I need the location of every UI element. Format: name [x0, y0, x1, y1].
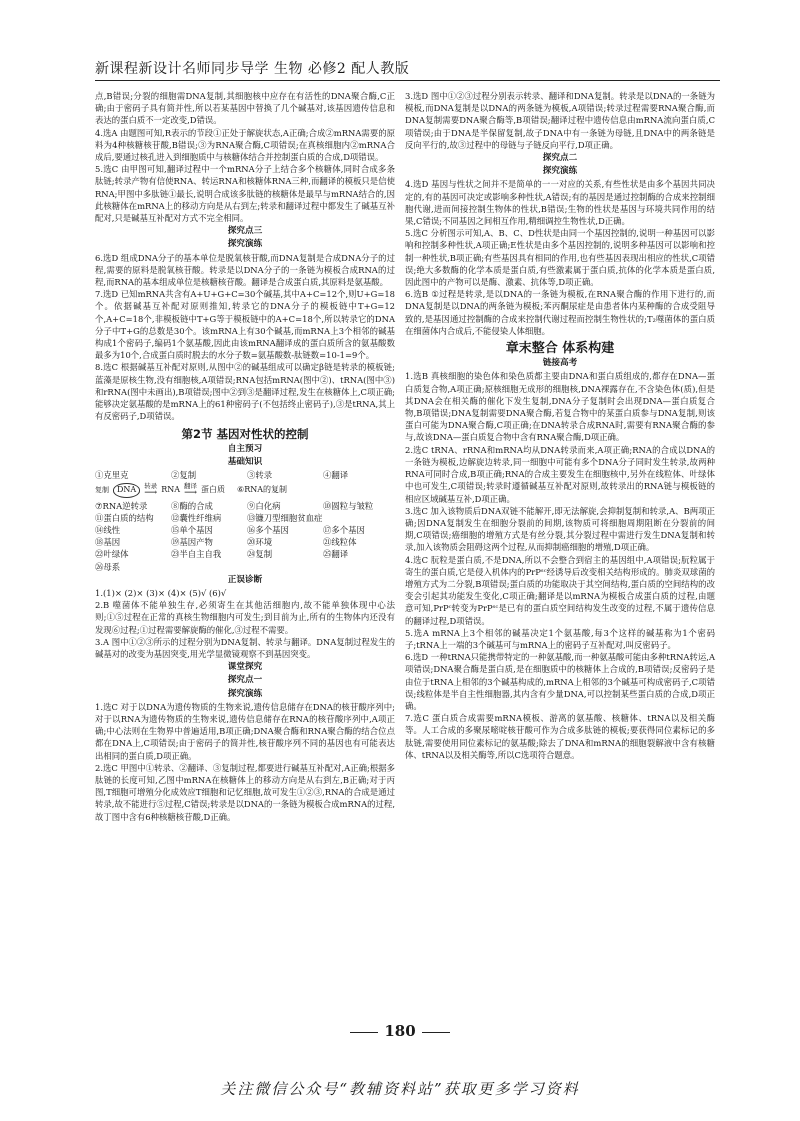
knowledge-item: ⑭线性 [95, 524, 121, 535]
knowledge-item: ㉒叶绿体 [95, 549, 129, 560]
header-rule [95, 80, 720, 81]
subsection-heading: 链接高考 [542, 358, 578, 369]
answer-paragraph: 8.选C 根据碱基互补配对原则,从图中②的碱基组成可以确定β链是转录的模板链;蓝藻是原核生物,没有细胞核,A项错误;RNA包括mRNA(图中②)、tRNA(图中③)和rRNA(图中未画出),B项错误;图中②到③是翻译过程,发生在核糖体上,C项正确;能够决定氨基酸的是mRNA上的61种密码子(不包括终止密码子),③是tRNA,其上有反密码子,D项错误。 [95, 362, 395, 422]
knowledge-list [95, 469, 395, 481]
knowledge-item: ⑬镰刀型细胞贫血症 [247, 512, 323, 523]
page-number-dash [422, 1032, 450, 1033]
flow-dna: DNA [113, 483, 140, 497]
answer-paragraph: 4.选D 基因与性状之间并不是简单的一一对应的关系,有些性状是由多个基因共同决定的,有的基因可决定或影响多种性状,A错误;有的基因是通过控制酶的合成来控制细胞代谢,进而间接控制生物体的性状,B错误;生物的性状是基因与环境共同作用的结果,C错误;不同基因之间相互作用,精细调控生物性状,D正确。 [405, 179, 715, 227]
answer-paragraph: 4.选A 由题图可知,R表示的节段①正处于解旋状态,A正确;合成②mRNA需要的原料为4种核糖核苷酸,B错误;③为RNA聚合酶,C项错误;在真核细胞内②mRNA合成后,要通过核孔进入到细胞质中与核糖体结合并控制蛋白质的合成,D项错误。 [95, 127, 395, 163]
answer-paragraph: 2.选C tRNA、rRNA和mRNA均从DNA转录而来,A项正确;RNA的合成以DNA的一条链为模板,边解旋边转录,同一细胞中可能有多个DNA分子同时发生转录,故两种RNA可同时合成,B项正确;RNA的合成主要发生在细胞核中,另外在线粒体、叶绿体中也可发生,C项错误;转录时遵循碱基互补配对原则,故转录出的RNA链与模板链的相应区域碱基互补,D项正确。 [405, 444, 715, 504]
knowledge-item: ⑫囊性纤维病 [171, 512, 222, 523]
knowledge-item: ⑱基因 [95, 537, 121, 548]
knowledge-item: ⑯多个基因 [247, 524, 289, 535]
answer-paragraph: 1.(1)× (2)× (3)× (4)× (5)√ (6)√ [95, 587, 227, 598]
subsection-heading: 探究点二 [542, 153, 578, 164]
right-column [405, 90, 715, 761]
knowledge-item: ①克里克 [95, 470, 129, 481]
subsection-heading: 探究演练 [227, 239, 263, 250]
subsection-heading: 探究演练 [227, 688, 263, 699]
knowledge-item: ⑩圆粒与皱粒 [323, 500, 374, 511]
answer-paragraph: 5.选C 分析图示可知,A、B、C、D性状是由同一个基因控制的,说明一种基因可以影响和控制多种性状,A项正确;E性状是由多个基因控制的,说明多种基因可以影响和控制一种性状,B项正确;有些基因具有相同的作用,也有些基因表现出相应的性状,C项错误;绝大多数酶的化学本质是蛋白质,有些激素属于蛋白质,抗体的化学本质是蛋白质,因此图中的产物可以是酶、激素、抗体等,D项正确。 [405, 228, 715, 288]
knowledge-item: ⑪蛋白质的结构 [95, 512, 154, 523]
flow-protein: 蛋白质 [201, 485, 226, 495]
answer-paragraph: 1.选C 对于以DNA为遗传物质的生物来说,遗传信息储存在DNA的核苷酸序列中;对于以RNA为遗传物质的生物来说,遗传信息储存在RNA的核苷酸序列中,A项正确;中心法则在生物界中普遍适用,B项正确;DNA聚合酶和RNA聚合酶的结合位点都在DNA上,C项错误;由于密码子的简并性,核苷酸序列不同的基因也有可能表达出相同的蛋白质,D项正确。 [95, 701, 395, 761]
answer-paragraph: 5.选C 由甲图可知,翻译过程中一个mRNA分子上结合多个核糖体,同时合成多条肽链;转录产物有信使RNA、转运RNA和核糖体RNA三种,而翻译的模板只是信使RNA;甲图中多肽链①最长,说明合成该多肽链的核糖体是最早与mRNA结合的,因此核糖体在mRNA上的移动方向是从右到左;转录和翻译过程中都发生了碱基互补配对,只是碱基互补配对方式不完全相同。 [95, 164, 395, 224]
knowledge-item: ⑧酶的合成 [171, 500, 213, 511]
section-title: 第2节 基因对性状的控制 [181, 427, 309, 442]
answer-paragraph: 6.选D 一种tRNA只能携带特定的一种氨基酸,而一种氨基酸可能由多种tRNA转运,A项错误;DNA聚合酶是蛋白质,是在细胞质中的核糖体上合成的,B项错误;反密码子是由位于tRNA上相邻的3个碱基构成的,mRNA上相邻的3个碱基可构成密码子,C项错误;线粒体是半自主性细胞器,其内含有少量DNA,可以控制某些蛋白质的合成,D项正确。 [405, 652, 715, 711]
knowledge-item: ㉔复制 [247, 549, 273, 560]
footer-promo: 关注微信公众号“教辅资料站”获取更多学习资料 [220, 1080, 580, 1098]
knowledge-item: ②复制 [171, 470, 197, 481]
answer-paragraph: 2.B 噬菌体不能单独生存,必须寄生在其他活细胞内,故不能单独体现中心法则;①⑤过程在正常的真核生物细胞内可发生;到目前为止,所有的生物体内还没有发现⑥过程;①过程需要解旋酶的催化,③过程不需要。 [95, 600, 395, 635]
answer-paragraph: 点,B错误;分裂的细胞需DNA复制,其细胞核中应存在有活性的DNA聚合酶,C正确;由于密码子具有简并性,所以若某基因中替换了几个碱基对,该基因遗传信息和表达的蛋白质不一定改变,D错误。 [95, 91, 395, 126]
knowledge-item: ㉓半自主自我 [171, 549, 222, 560]
flow-arrow: 转录 ⟶ [144, 482, 158, 499]
answer-paragraph: 3.选C 加入该物质后DNA双链不能解开,即无法解旋,会抑制复制和转录,A、B两项正确;因DNA复制发生在细胞分裂前的间期,该物质可将细胞周期阻断在分裂前的间期,C项错误;癌细胞的增殖方式是有丝分裂,其分裂过程中需进行发生DNA复制和转录,加入该物质会阻碍这两个过程,从而抑制癌细胞的增殖,D项正确。 [405, 505, 715, 553]
flow-arrow: 翻译 ⟶ [184, 482, 198, 499]
knowledge-item: ⑰多个基因 [323, 524, 365, 535]
flow-copy-label: 复制 [95, 486, 109, 495]
subsection-heading: 探究点一 [227, 675, 263, 686]
subsection-heading: 自主预习 [227, 443, 263, 454]
knowledge-item: ⑲基因产物 [171, 537, 213, 548]
knowledge-item: ⑥RNA的复制 [237, 485, 287, 495]
knowledge-item: ⑳环境 [247, 537, 273, 548]
flow-transcribe-label: 转录 [144, 482, 158, 491]
knowledge-item: ㉑线粒体 [323, 537, 357, 548]
knowledge-item: ㉖母系 [95, 561, 121, 572]
page-number-dash [350, 1032, 378, 1033]
page-number-value: 180 [384, 1022, 416, 1040]
answer-paragraph: 3.A 图中①②③所示的过程分别为DNA复制、转录与翻译。DNA复制过程发生的碱基对的改变为基因突变,用光学显微镜观察不到基因突变。 [95, 636, 395, 659]
chapter-title: 章末整合 体系构建 [505, 341, 615, 357]
knowledge-item: ⑦RNA逆转录 [95, 500, 148, 511]
answer-paragraph: 7.选D 已知mRNA共含有A+U+G+C=30个碱基,其中A+C=12个,则U+G=18个。依据碱基互补配对原则推知,转录它的DNA分子的模板链中T+G=12个,A+C=18个,非模板链中T+G等于模板链中的A+C=18个,所以转录它的DNA分子中T+G的总数是30个。该mRNA上有30个碱基,而mRNA上3个相邻的碱基构成1个密码子,编码1个氨基酸,因此由该mRNA翻译成的蛋白质所含的氨基酸数最多为10个,合成蛋白质时脱去的水分子数=氨基酸数-肽链数=10-1=9个。 [95, 289, 395, 361]
subsection-heading: 课堂探究 [227, 662, 263, 673]
central-dogma-diagram [95, 483, 395, 497]
subsection-heading: 探究演练 [542, 166, 578, 177]
knowledge-item: ⑮单个基因 [171, 524, 213, 535]
answer-paragraph: 4.选C 朊粒是蛋白质,不是DNA,所以不会整合到宿主的基因组中,A项错误;朊粒属于寄生的蛋白质,它是侵入机体内的PrPˢᶜ经诱导后改变相关结构形成的。肺炎双球菌的增殖方式为二分裂,B项错误;蛋白质的功能取决于其空间结构,蛋白质的空间结构的改变会引起其功能发生变化,C项正确;翻译是以mRNA为模板合成蛋白质的过程,由题意可知,PrPᶜ转变为PrPˢᶜ是已有的蛋白质空间结构发生改变的过程,不属于遗传信息的翻译过程,D项错误。 [405, 554, 715, 626]
answer-paragraph: 1.选B 真核细胞的染色体和染色质都主要由DNA和蛋白质组成的,都存在DNA—蛋白质复合物,A项正确;原核细胞无成形的细胞核,DNA裸露存在,不含染色体(质),但是其DNA会在相关酶的催化下发生复制,DNA分子复制时会出现DNA—蛋白质复合物,B项错误;DNA复制需要DNA聚合酶,若复合物中的某蛋白质参与DNA复制,则该蛋白可能为DNA聚合酶,C项正确;在DNA转录合成RNA时,需要有RNA聚合酶的参与,故该DNA—蛋白质复合物中含有RNA聚合酶,D项正确。 [405, 371, 715, 443]
flow-rna: RNA [161, 485, 181, 495]
answer-paragraph: 7.选C 蛋白质合成需要mRNA模板、游离的氨基酸、核糖体、tRNA以及相关酶等。人工合成的多聚尿嘧啶核苷酸可作为合成多肽链的模板;要获得同位素标记的多肽链,需要使用同位素标记的氨基酸;除去了DNA和mRNA的细胞裂解液中含有核糖体、tRNA以及相关酶等,所以C选项符合题意。 [405, 713, 715, 760]
knowledge-item: ⑨白化病 [247, 500, 281, 511]
answer-paragraph: 6.选B ①过程是转录,是以DNA的一条链为模板,在RNA聚合酶的作用下进行的,而DNA复制是以DNA的两条链为模板;苯丙酮尿症是由患者体内某种酶的合成受阻导致的,是基因通过控制酶的合成来控制代谢过程而控制生物性状的;T₂噬菌体的蛋白质在细菌体内合成后,不能侵染人体细胞。 [405, 289, 715, 336]
knowledge-list [95, 500, 395, 573]
knowledge-item: ④翻译 [323, 470, 349, 481]
subsection-heading: 正误诊断 [227, 574, 263, 585]
knowledge-item: ③转录 [247, 470, 273, 481]
page-number [0, 1022, 800, 1040]
subsection-heading: 探究点三 [227, 226, 263, 237]
flow-translate-label: 翻译 [184, 482, 198, 491]
knowledge-item: ㉕翻译 [323, 549, 349, 560]
subsection-heading: 基础知识 [227, 456, 263, 467]
answer-paragraph: 3.选D 图中①②③过程分别表示转录、翻译和DNA复制。转录是以DNA的一条链为模板,而DNA复制是以DNA的两条链为模板,A项错误;转录过程需要RNA聚合酶,而DNA复制需要DNA聚合酶等,B项错误;翻译过程中遗传信息由mRNA流向蛋白质,C项错误;由于DNA是半保留复制,故子DNA中有一条链为母链,且DNA中的两条链是反向平行的,故③过程中的母链与子链反向平行,D项正确。 [405, 91, 715, 150]
answer-paragraph: 2.选C 甲图中①转录、②翻译、③复制过程,都要进行碱基互补配对,A正确;根据多肽链的长度可知,乙图中mRNA在核糖体上的移动方向是从右到左,B正确;对于丙图,T细胞可增殖分化成效应T细胞和记忆细胞,故可发生①②③,RNA的合成是通过转录,故不能进行⑤过程,C错误;转录是以DNA的一条链为模板合成mRNA的过程,故丁图中含有6种核糖核苷酸,D正确。 [95, 762, 395, 822]
page-header: 新课程新设计名师同步导学 生物 必修2 配人教版 [95, 61, 410, 77]
answer-paragraph: 5.选A mRNA上3个相邻的碱基决定1个氨基酸,每3个这样的碱基称为1个密码子;tRNA上一端的3个碱基可与mRNA上的密码子互补配对,叫反密码子。 [405, 627, 715, 650]
answer-paragraph: 6.选D 组成DNA分子的基本单位是脱氧核苷酸,而DNA复制是合成DNA分子的过程,需要的原料是脱氧核苷酸。转录是以DNA分子的一条链为模板合成RNA的过程,而RNA的基本组成单位是核糖核苷酸。翻译是合成蛋白质,其原料是氨基酸。 [95, 252, 395, 288]
left-column [95, 90, 395, 823]
